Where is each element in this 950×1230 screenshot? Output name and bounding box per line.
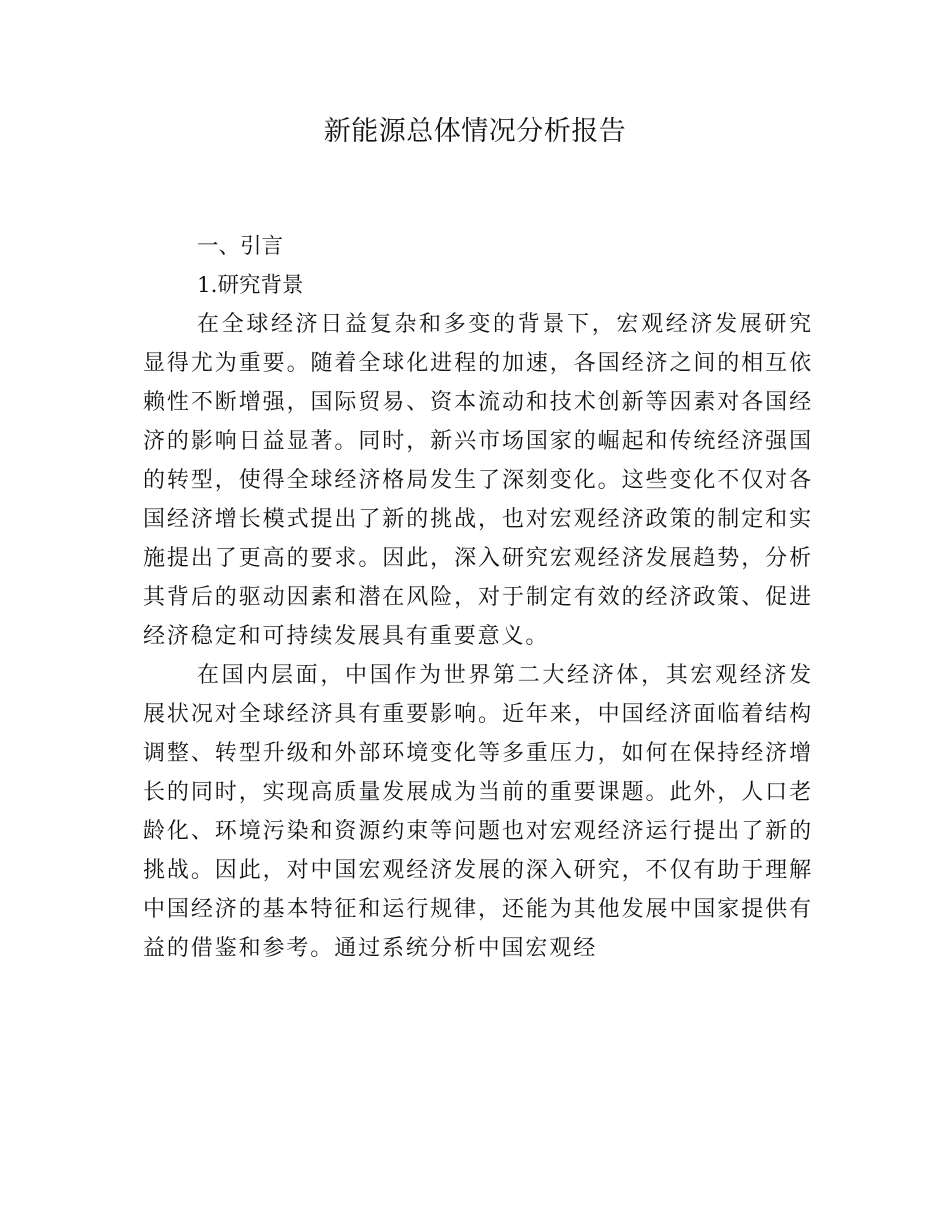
- document-body: [143, 227, 813, 968]
- subsection-heading: 1.研究背景: [197, 273, 304, 298]
- body-paragraph-2: 在国内层面，中国作为世界第二大经济体，其宏观经济发展状况对全球经济具有重要影响。近年来，中国经济面临着结构调整、转型升级和外部环境变化等多重压力，如何在保持经济增长的同时，实现高质量发展成为当前的重要课题。此外，人口老龄化、环境污染和资源约束等问题也对宏观经济运行提出了新的挑战。因此，对中国宏观经济发展的深入研究，不仅有助于理解中国经济的基本特征和运行规律，还能为其他发展中国家提供有益的借鉴和参考。通过系统分析中国宏观经: [143, 663, 813, 961]
- section-heading: 一、引言: [197, 234, 284, 259]
- document-title: 新能源总体情况分析报告: [323, 116, 627, 147]
- body-paragraph-1: 在全球经济日益复杂和多变的背景下，宏观经济发展研究显得尤为重要。随着全球化进程的加速，各国经济之间的相互依赖性不断增强，国际贸易、资本流动和技术创新等因素对各国经济的影响日益显著。同时，新兴市场国家的崛起和传统经济强国的转型，使得全球经济格局发生了深刻变化。这些变化不仅对各国经济增长模式提出了新的挑战，也对宏观经济政策的制定和实施提出了更高的要求。因此，深入研究宏观经济发展趋势，分析其背后的驱动因素和潜在风险，对于制定有效的经济政策、促进经济稳定和可持续发展具有重要意义。: [143, 312, 813, 649]
